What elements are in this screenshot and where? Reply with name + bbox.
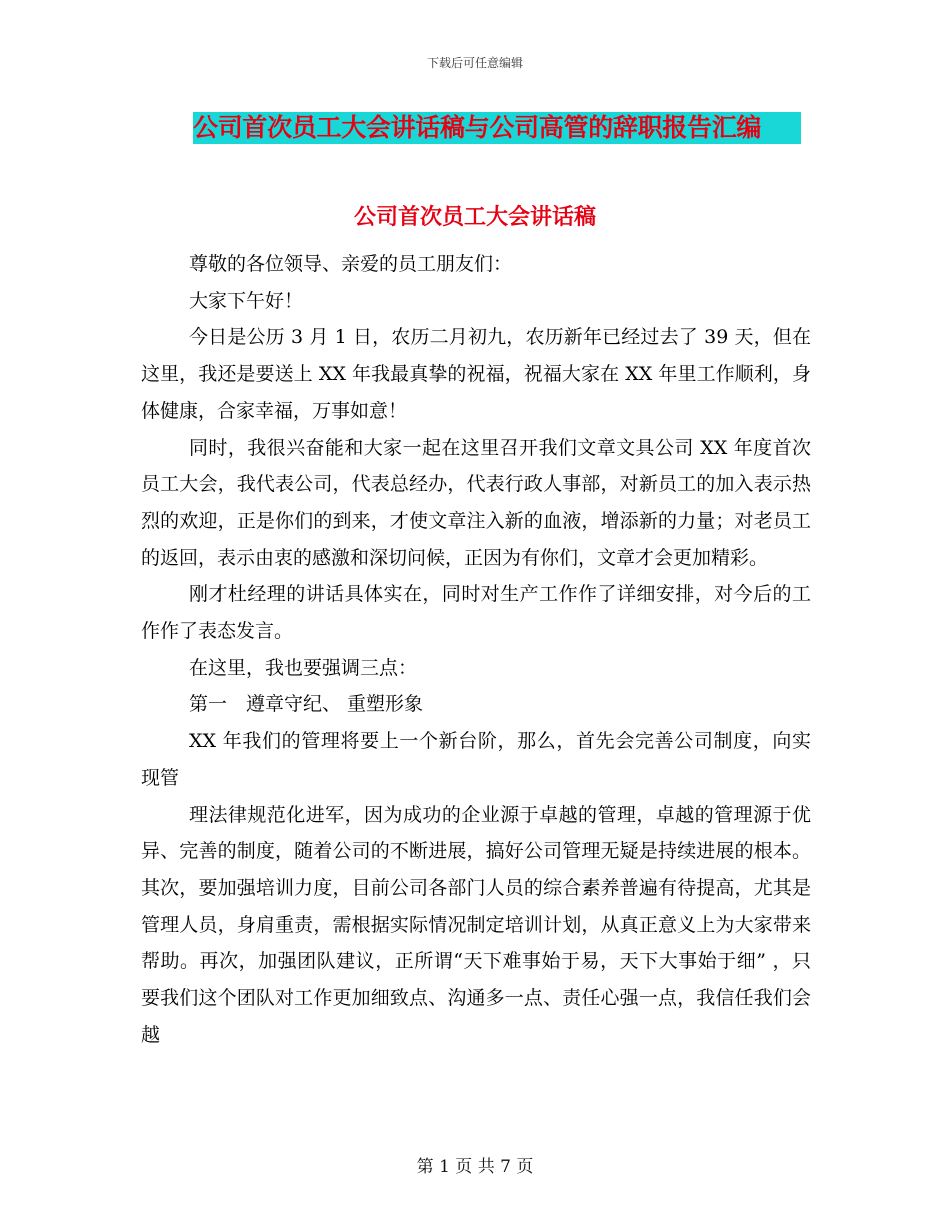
page-indicator: 第 1 页 共 7 页 [416,1157,534,1177]
section-title: 公司首次员工大会讲话稿 [353,205,596,230]
header-note: 下载后可任意编辑 [426,56,523,70]
document-title: 公司首次员工大会讲话稿与公司高管的辞职报告汇编 [193,113,762,142]
paragraph-welcome: 同时，我很兴奋能和大家一起在这里召开我们文章文具公司 XX 年度首次员工大会，我代表公司，代表总经办，代表行政人事部，对新员工的加入表示热烈的欢迎，正是你们的到来，才使文章注入新的血液，增添新的力量；对老员工的返回，表示由衷的感激和深切问候，正因为有你们，文章才会更加精彩。 [141,436,811,569]
paragraph-hello: 大家下午好！ [189,289,304,312]
paragraph-management-detail: 理法律规范化进军，因为成功的企业源于卓越的管理，卓越的管理源于优异、完善的制度，随着公司的不断进展，搞好公司管理无疑是持续进展的根本。其次，要加强培训力度，目前公司各部门人员的综合素养普遍有待提高，尤其是管理人员，身肩重责，需根据实际情况制定培训计划，从真正意义上为大家带来帮助。再次，加强团队建议，正所谓“天下难事始于易，天下大事始于细” ，只要我们这个团队对工作更加细致点、沟通多一点、责任心强一点，我信任我们会越 [141,803,811,1046]
title-highlight [193,112,801,144]
document-body [141,246,811,1053]
paragraph-date-wishes: 今日是公历 3 月 1 日，农历二月初九，农历新年已经过去了 39 天，但在这里，我还是要送上 XX 年我最真挚的祝福，祝福大家在 XX 年里工作顺利，身体健康，合家幸福，万事如意！ [141,326,811,422]
paragraph-manager-speech: 刚才杜经理的讲话具体实在，同时对生产工作作了详细安排，对今后的工作作了表态发言。 [141,583,811,643]
paragraph-point-one-heading: 第一 遵章守纪、 重塑形象 [189,693,424,716]
paragraph-three-points: 在这里，我也要强调三点： [189,656,418,679]
paragraph-management-intro: XX 年我们的管理将要上一个新台阶，那么，首先会完善公司制度，向实现管 [141,730,811,789]
paragraph-greeting: 尊敬的各位领导、亲爱的员工朋友们： [189,253,513,275]
